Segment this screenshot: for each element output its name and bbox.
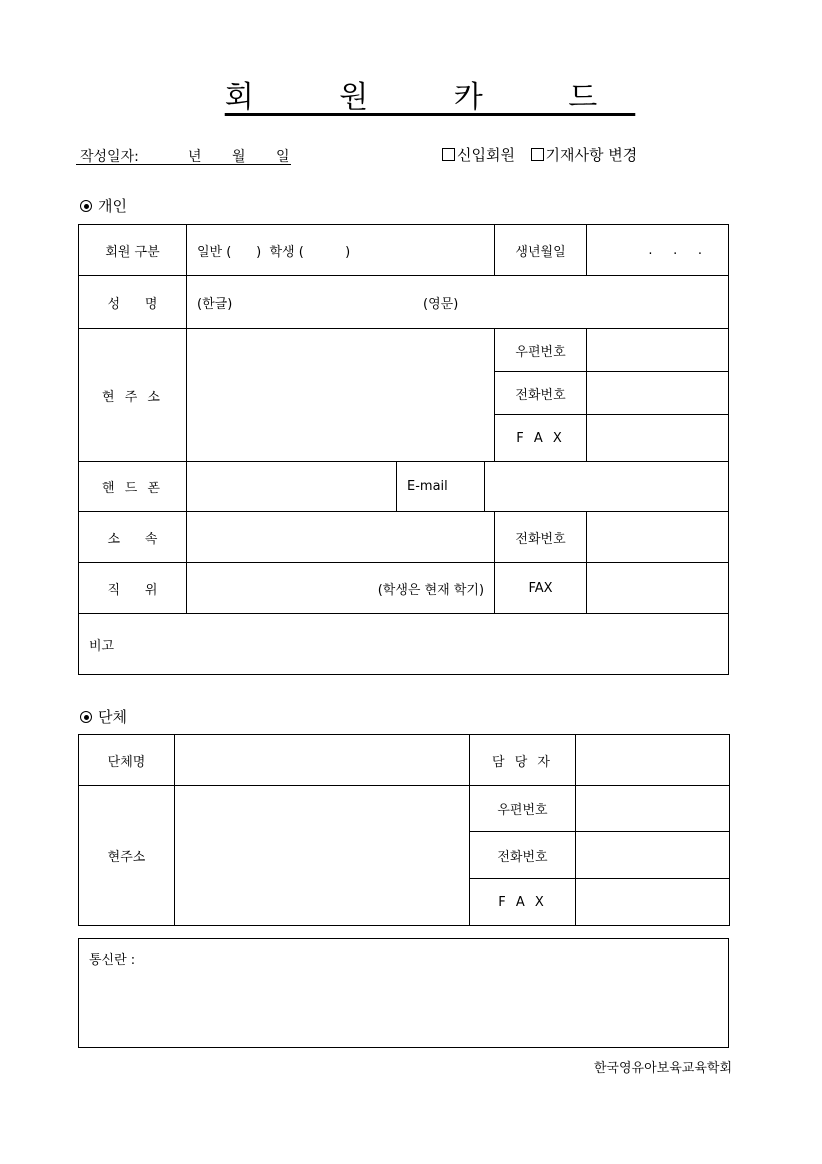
birth-field[interactable]: . . .	[587, 225, 729, 276]
group-phone-field[interactable]	[576, 832, 730, 879]
individual-heading: 개인	[80, 195, 127, 216]
affiliation-field[interactable]	[187, 512, 495, 563]
member-options	[442, 144, 637, 165]
email-label: E-mail	[397, 462, 485, 512]
aff-phone-label: 전화번호	[495, 512, 587, 563]
new-member-checkbox[interactable]	[442, 148, 455, 161]
postal-label: 우편번호	[495, 329, 587, 372]
name-english-label: (영문)	[423, 297, 459, 312]
member-type-field[interactable]: 일반 ( ) 학생 ( )	[187, 225, 495, 276]
mobile-label: 핸 드 폰	[79, 462, 187, 512]
group-postal-field[interactable]	[576, 786, 730, 832]
aff-phone-field[interactable]	[587, 512, 729, 563]
name-korean-label: (한글)	[197, 296, 233, 312]
comm-label: 통신란 :	[89, 953, 136, 968]
position-field[interactable]	[187, 563, 495, 614]
fax-label: F A X	[495, 415, 587, 462]
name-field[interactable]	[187, 276, 729, 329]
group-table	[78, 734, 730, 926]
aff-fax-label: FAX	[495, 563, 587, 614]
group-fax-label: F A X	[470, 879, 576, 926]
position-note: (학생은 현재 학기)	[377, 582, 485, 598]
postal-field[interactable]	[587, 329, 729, 372]
change-checkbox[interactable]	[531, 148, 544, 161]
address-field[interactable]	[187, 329, 495, 462]
name-label: 성 명	[79, 276, 187, 329]
phone-label: 전화번호	[495, 372, 587, 415]
group-heading: 단체	[80, 706, 127, 727]
month-label: 월	[232, 149, 246, 165]
address-label: 현 주 소	[79, 329, 187, 462]
phone-field[interactable]	[587, 372, 729, 415]
affiliation-label: 소 속	[79, 512, 187, 563]
day-label: 일	[276, 149, 290, 165]
mobile-field[interactable]	[187, 462, 397, 512]
group-address-field[interactable]	[175, 786, 470, 926]
page-title: 회 원 카 드	[224, 80, 636, 115]
position-label: 직 위	[79, 563, 187, 614]
date-label: 작성일자:	[80, 149, 139, 165]
remarks-field[interactable]	[79, 614, 729, 675]
org-name: 한국영유아보육교육학회	[593, 1061, 732, 1076]
group-name-label: 단체명	[79, 735, 175, 786]
radio-selected-icon	[80, 200, 92, 212]
year-label: 년	[188, 149, 202, 165]
group-name-field[interactable]	[175, 735, 470, 786]
comm-box[interactable]	[78, 938, 729, 1048]
individual-table	[78, 224, 729, 675]
group-address-label: 현주소	[79, 786, 175, 926]
aff-fax-field[interactable]	[587, 563, 729, 614]
member-type-label: 회원 구분	[79, 225, 187, 276]
date-line	[76, 146, 291, 165]
fax-field[interactable]	[587, 415, 729, 462]
new-member-label: 신입회원	[457, 146, 515, 164]
contact-label: 담 당 자	[470, 735, 576, 786]
change-label: 기재사항 변경	[545, 146, 638, 164]
group-phone-label: 전화번호	[470, 832, 576, 879]
radio-selected-icon	[80, 711, 92, 723]
group-postal-label: 우편번호	[470, 786, 576, 832]
contact-field[interactable]	[576, 735, 730, 786]
birth-label: 생년월일	[495, 225, 587, 276]
email-field[interactable]	[485, 462, 729, 512]
group-fax-field[interactable]	[576, 879, 730, 926]
remarks-label: 비고	[89, 638, 115, 654]
